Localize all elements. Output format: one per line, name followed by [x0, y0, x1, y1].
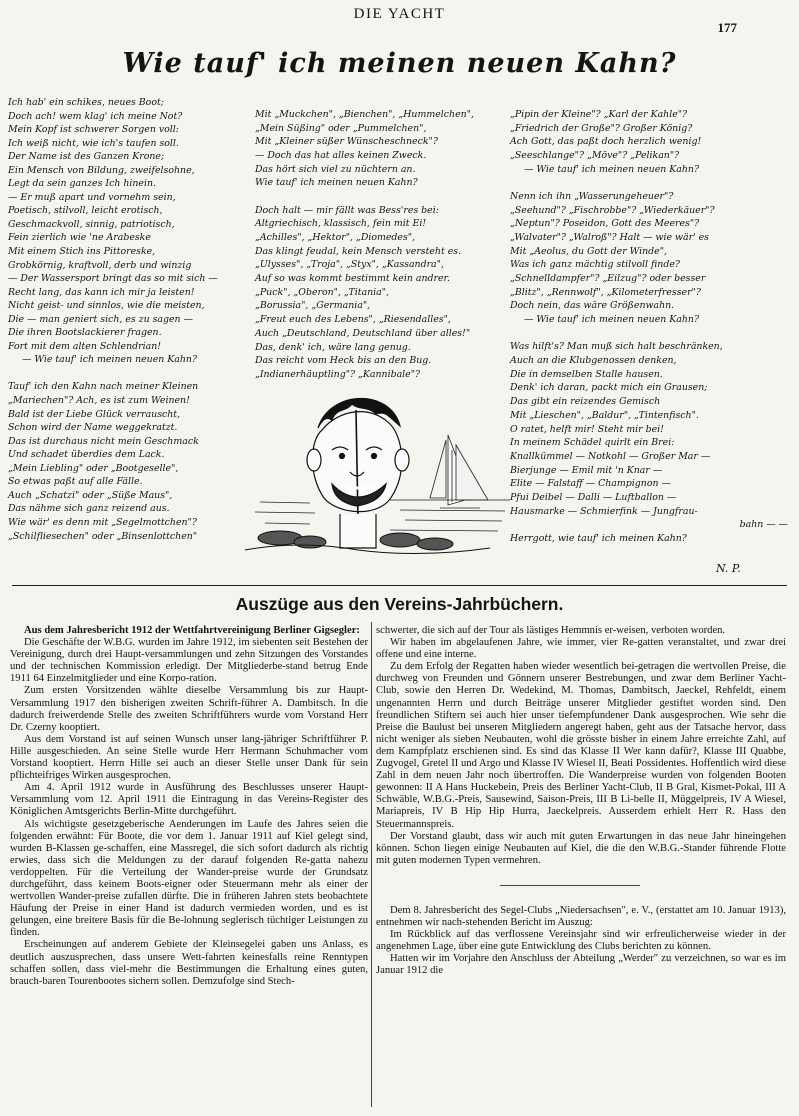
poem-line: „Friedrich der Große"? Großer König? — [510, 122, 693, 134]
poem-column-2 — [255, 108, 495, 382]
poem-line: „Mein Süßing" oder „Pummelchen", — [255, 122, 427, 134]
poem-line: Was ich ganz mächtig stilvoll finde? — [510, 259, 680, 271]
poem-line: O ratet, helft mir! Steht mir bei! — [510, 423, 664, 435]
poem-line: Das klingt feudal, kein Mensch versteht es. — [255, 245, 462, 257]
article-paragraph: Zum ersten Vorsitzenden wählte dieselbe Versammlung bis zur Haupt-Versammlung 1917 den bisherigen zweiten Schrift-führer A. Dambitsch. In die dadurch freiwerdende Stelle des zweiten Schriftführers wurde vom Vorstand Herr Dr. Czerny kooptiert. — [10, 685, 368, 733]
poem-line: „Achilles", „Hektor", „Diomedes", — [255, 232, 416, 244]
article-paragraph: Am 4. April 1912 wurde in Ausführung des Beschlusses unserer Haupt-Versammlung vom 12. April 1911 die Eintragung in das Vereins-Register des Königlichen Amtsgerichts Berlin-Mitte durchgeführt. — [10, 782, 368, 818]
poem-line — [8, 367, 253, 381]
article-paragraph: Der Vorstand glaubt, dass wir auch mit guten Erwartungen in das neue Jahr hineingehen können. Schon liegen einige Neubauten auf Kiel, die die den W.B.G.-Stander führende Flotte mit guten modernen Typen vermehren. — [376, 830, 786, 866]
article-paragraph: Hatten wir im Vorjahre den Anschluss der Abteilung „Werder" zu verzeichnen, so war es im Januar 1912 die — [376, 953, 786, 977]
poem-line: Poetisch, stilvoll, leicht erotisch, — [8, 205, 163, 217]
column-divider — [371, 622, 372, 1107]
poem-line — [510, 176, 792, 190]
page-number: 177 — [717, 20, 737, 35]
poem-line: „Neptun"? Poseidon, Gott des Meeres"? — [510, 218, 700, 230]
poem-line: „Blitz", „Rennwolf", „Kilometerfresser"? — [510, 286, 701, 298]
poem-line: Das reicht vom Heck bis an den Bug. — [255, 355, 432, 367]
article-paragraph: Zu dem Erfolg der Regatten haben wieder wesentlich bei-getragen die wertvollen Preise, die durchweg von Freunden und Gönnern unserer Bestrebungen, und zwar dem Berliner Yacht-Club, sowie den Herren Dr. Wedekind, M. Thomas, Dambitsch, Jaeckel, Rehfeldt, einem ungenannten Herrn und durch Beiträge unserer Mitglieder gestiftet worden sind. Den freundlichen Stiftern sei auch hier unser tiefempfundener Dank ausgesprochen. Wie sehr die Preise die Baulust bei unseren Mitgliedern angeregt haben, geht aus der Tatsache hervor, dass nicht weniger als sieben Neubauten, wohl die grösste bisher in einem Jahre erreichte Zahl, auf dem Kampfplatz erschienen sind. Es sind das Klasse II Wer kann dafür?, Klasse III Quabbe, Zugvogel, Gretel II und Argo und Klasse IV Wiesel II, Beati Possidentes. Hoffentlich wird diese Zahl in dem neuen Jahr noch übertroffen. Die Wanderpreise wurden von folgenden Booten gewonnen: II A Hans Huckebein, Preis des Berliner Yacht-Club, II B Gral, Kismet-Pokal, III A Schwäble, W.B.G.-Preis, Sausewind, Saison-Preis, III B Li-belle II, Müggelpreis, IV A Wiesel, Mariapreis, IV B Hip Hip Hurra, Jaeckelpreis. Ausserdem erhielt Herr R. Hass den Steuermannspreis. — [376, 661, 786, 830]
article-heading: Aus dem Jahresbericht 1912 der Wettfahrtvereinigung Berliner Gigsegler: — [24, 625, 360, 636]
poem-line: Geschmackvoll, sinnig, patriotisch, — [8, 218, 175, 230]
poem-line: Doch nein, das wäre Größenwahn. — [510, 300, 675, 312]
poem-line: „Schnelldampfer"? „Eilzug"? oder besser — [510, 273, 706, 285]
poem-line: Wie tauf' ich meinen neuen Kahn? — [255, 177, 418, 189]
poem-column-1 — [8, 96, 253, 543]
poem-line: Ich weiß nicht, wie ich's taufen soll. — [8, 137, 179, 149]
poem-line: bahn — — — [739, 519, 788, 531]
poem-line: Herrgott, wie tauf' ich meinen Kahn? — [510, 533, 687, 545]
poem-line: So etwas paßt auf alle Fälle. — [8, 476, 143, 488]
poem-line: Wie wär' es denn mit „Segelmottchen"? — [8, 516, 197, 528]
poem-line: Fort mit dem alten Schlendrian! — [8, 340, 162, 352]
poem-column-3 — [510, 108, 792, 546]
poem-line: Tauf' ich den Kahn nach meiner Kleinen — [8, 381, 199, 393]
poem-line: Mit „Kleiner süßer Wünscheschneck"? — [255, 136, 438, 148]
poem-line: Der Name ist des Ganzen Krone; — [8, 151, 165, 163]
poem-line: „Ulysses", „Troja", „Styx", „Kassandra", — [255, 259, 444, 271]
poem-line — [510, 327, 792, 341]
poem-line: Denk' ich daran, packt mich ein Grausen; — [510, 382, 708, 394]
article-paragraph: Wir haben im abgelaufenen Jahre, wie immer, vier Re-gatten veranstaltet, und zwar drei offene und eine interne. — [376, 637, 786, 661]
section-divider — [12, 585, 787, 586]
poem-line: Die in demselben Stalle hausen. — [510, 368, 663, 380]
poem-line: Das nähme sich ganz reizend aus. — [8, 503, 170, 515]
author-signature: N. P. — [716, 562, 741, 575]
poem-line: „Seehund"? „Fischrobbe"? „Wiederkäuer"? — [510, 204, 715, 216]
poem-line: — Der Wassersport bringt das so mit sich — — [8, 273, 218, 285]
poem-line — [255, 190, 495, 204]
poem-line: — Wie tauf' ich meinen neuen Kahn? — [524, 314, 699, 326]
poem-line: Mit „Muckchen", „Bienchen", „Hummelchen", — [255, 109, 474, 120]
poem-line: Das, denk' ich, wäre lang genug. — [255, 341, 411, 353]
poem-line: Legt da sein ganzes Ich hinein. — [8, 178, 156, 190]
poem-line: Knallkümmel — Notkohl — Großer Mar — — [510, 450, 711, 462]
poem-line: Mein Kopf ist schwerer Sorgen voll: — [8, 124, 179, 136]
poem-line: Das hört sich viel zu nüchtern an. — [255, 163, 416, 175]
poem-line: Pfui Deibel — Dalli — Luftballon — — [510, 491, 677, 503]
poem-line: Hausmarke — Schmierfink — Jungfrau- — [510, 505, 698, 517]
poem-line: Mit „Lieschen", „Baldur", „Tintenfisch". — [510, 409, 699, 421]
prose-column-1 — [10, 625, 368, 988]
prose-column-2 — [376, 625, 786, 977]
article-paragraph: Die Geschäfte der W.B.G. wurden im Jahre 1912, im siebenten seit Bestehen der Vereinigung, durch drei Haupt-versammlungen und zehn Sitzungen des Vorstandes und der technischen Kommission erledigt. Der Mitgliederbe-stand betrug Ende 1911 64 Einzelmitglieder und eine Korpo-ration. — [10, 637, 368, 685]
article-paragraph: Als wichtigste gesetzgeberische Aenderungen im Laufe des Jahres seien die folgenden erwähnt: Für Boote, die vor dem 1. Januar 1911 auf Kiel gelegt sind, wurden B-Klassen ge-schaffen, eine Massregel, die sich sofort dadurch als richtig erwies, dass sich die Meldungen zu der darauf folgenden Re-gatta nahezu verdoppelten. Für die Verteilung der Wander-preise wurde der Grundsatz durchgeführt, dass keinem Boots-eigner oder Steuermann mehr als einer der wertvollen Wander-preise zufallen dürfte. Die in früheren Jahren stets beobachtete Häufung der Preise in einer Hand ist dadurch vermieden worden, und es ist gelungen, eine breitere Basis für die Be-lohnung seglerisch tüchtiger Leistungen zu finden. — [10, 818, 368, 939]
poem-line: Auf so was kommt bestimmt kein andrer. — [255, 273, 450, 285]
poem-line: Mit einem Stich ins Pittoreske, — [8, 246, 156, 258]
poem-line: Das gibt ein reizendes Gemisch — [510, 396, 661, 408]
section-title: Auszüge aus den Vereins-Jahrbüchern. — [235, 594, 564, 614]
poem-title: Wie tauf' ich meinen neuen Kahn? — [122, 48, 677, 79]
poem-line: „Walvater"? „Walroß"? Halt — wie wär' es — [510, 232, 709, 244]
poem-line: Fein zierlich wie 'ne Arabeske — [8, 232, 151, 244]
article-paragraph: Dem 8. Jahresbericht des Segel-Clubs „Niedersachsen", e. V., (erstattet am 10. Januar 1913), entnehmen wir nach-stehenden Bericht im Auszug: — [376, 904, 786, 928]
poem-line: Die — man geniert sich, es zu sagen — — [8, 313, 193, 325]
poem-line: Bierjunge — Emil mit 'n Knar — — [510, 464, 663, 476]
poem-line: Bald ist der Liebe Glück verrauscht, — [8, 408, 181, 420]
poem-line: Auch „Schatzi" oder „Süße Maus", — [8, 489, 173, 501]
poem-line: Das ist durchaus nicht mein Geschmack — [8, 435, 199, 447]
poem-line: „Seeschlange"? „Möve"? „Pelikan"? — [510, 150, 680, 162]
poem-line: „Mariechen"? Ach, es ist zum Weinen! — [8, 395, 190, 407]
poem-line: Ein Mensch von Bildung, zweifelsohne, — [8, 164, 195, 176]
poem-line: Nicht geist- und sinnlos, wie die meisten, — [8, 300, 205, 312]
poem-line: Und schadet überdies dem Lack. — [8, 449, 165, 461]
poem-line: Ich hab' ein schikes, neues Boot; — [8, 97, 164, 108]
poem-line: Grobkörnig, kraftvoll, derb und winzig — [8, 259, 192, 271]
poem-line: Altgriechisch, klassisch, fein mit Ei! — [255, 218, 427, 230]
running-header: DIE YACHT — [353, 6, 446, 22]
poem-line: Schon wird der Name weggekratzt. — [8, 422, 178, 434]
article-paragraph: Im Rückblick auf das verflossene Vereinsjahr sind wir erfreulicherweise wieder in der angenehmen Lage, über eine gute Entwicklung des Clubs berichten zu können. — [376, 929, 786, 953]
poem-line: „Schilfliesechen" oder „Binsenlottchen" — [8, 530, 198, 542]
poem-line: — Er muß apart und vornehm sein, — [8, 191, 176, 203]
poem-line: Auch „Deutschland, Deutschland über alles!" — [255, 327, 471, 339]
article-separator — [500, 885, 640, 886]
article-paragraph: Aus dem Vorstand ist auf seinen Wunsch unser lang-jähriger Schriftführer P. Hille ausgeschieden. An seine Stelle wurde Herr Hermann Schuhmacher vom Vorstand kooptiert. Herrn Hille sei auch an dieser Stelle unser Dank für sein pflichteifriges Wirken ausgesprochen. — [10, 733, 368, 782]
poem-line: — Doch das hat alles keinen Zweck. — [255, 150, 427, 162]
poem-line: Doch halt — mir fällt was Bess'res bei: — [255, 204, 439, 216]
poem-line: „Puck", „Oberon", „Titania", — [255, 286, 389, 298]
poem-line: „Pipin der Kleine"? „Karl der Kahle"? — [510, 109, 688, 120]
poem-line: Recht lang, das kann ich mir ja leisten! — [8, 286, 195, 298]
poem-line: Nenn ich ihn „Wasserungeheuer"? — [510, 190, 674, 202]
poem-line: „Indianerhäuptling"? „Kannibale"? — [255, 368, 421, 380]
poem-line: — Wie tauf' ich meinen neuen Kahn? — [22, 354, 197, 366]
article-paragraph: schwerter, die sich auf der Tour als lästiges Hemmnis er-weisen, verboten worden. — [376, 625, 726, 636]
poem-line: Elite — Falstaff — Champignon — — [510, 478, 671, 490]
poem-line: In meinem Schädel quirlt ein Brei: — [510, 437, 675, 449]
poem-line: „Mein Liebling" oder „Bootgeselle", — [8, 462, 179, 474]
caricature-face — [307, 398, 409, 548]
poem-line: Ach Gott, das paßt doch herzlich wenig! — [510, 136, 702, 148]
caricature-illustration — [240, 380, 515, 575]
poem-line: Doch ach! wem klag' ich meine Not? — [8, 110, 183, 122]
poem-line: Mit „Aeolus, du Gott der Winde", — [510, 245, 667, 257]
poem-line: Auch an die Klubgenossen denken, — [510, 355, 677, 367]
poem-line: Die ihren Bootslackierer fragen. — [8, 327, 162, 339]
poem-line: „Freut euch des Lebens", „Riesendalles", — [255, 314, 451, 326]
poem-line: — Wie tauf' ich meinen neuen Kahn? — [524, 163, 699, 175]
poem-line: Was hilft's? Man muß sich halt beschränken, — [510, 341, 723, 353]
poem-line: „Borussia", „Germania", — [255, 300, 371, 312]
article-paragraph: Erscheinungen auf anderem Gebiete der Kleinsegelei gaben uns Anlass, es deutlich auszusprechen, dass unsere Wett-fahrten keinesfalls reine Renntypen schaffen sollen, dass viel-mehr die Bestimmungen die Erhaltung eines guten, brauch-baren Tourenbootes sichern sollen. Demzufolge sind Stech- — [10, 939, 368, 987]
